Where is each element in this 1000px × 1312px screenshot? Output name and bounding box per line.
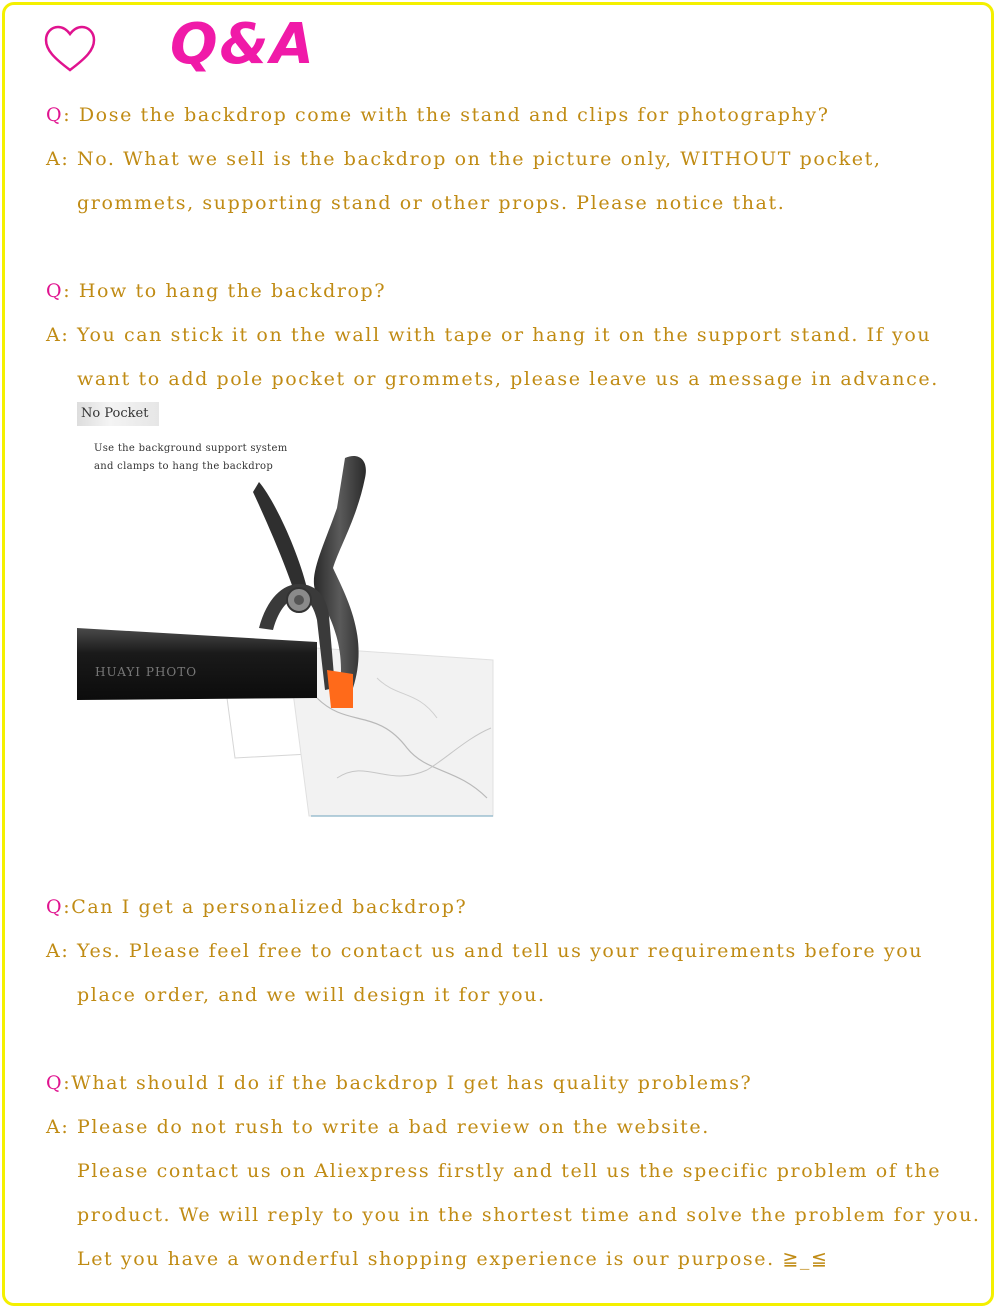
answer-2-line-1: [46, 324, 931, 346]
pole-brand-text: HUAYI PHOTO: [95, 665, 198, 679]
page-title: Q&A: [170, 12, 316, 77]
answer-1-line-2: grommets, supporting stand or other props. Please notice that.: [77, 192, 786, 214]
question-label: Q: [46, 896, 64, 918]
answer-text: : Please do not rush to write a bad review on the website.: [61, 1116, 710, 1138]
question-text: How to hang the backdrop?: [78, 280, 387, 302]
question-text: What should I do if the backdrop I get has quality problems?: [71, 1072, 753, 1094]
heart-icon: [44, 24, 96, 76]
question-label: Q: [46, 104, 64, 126]
answer-4-line-1: [46, 1116, 710, 1138]
answer-label: A: [46, 1116, 62, 1138]
question-1: [46, 104, 830, 126]
answer-2-line-2: want to add pole pocket or grommets, please leave us a message in advance.: [77, 368, 939, 390]
illustration-caption-line-2: and clamps to hang the backdrop: [94, 461, 274, 472]
answer-4-line-3: product. We will reply to you in the shortest time and solve the problem for you.: [77, 1204, 981, 1226]
answer-text: : Yes. Please feel free to contact us and tell us your requirements before you: [61, 940, 924, 962]
answer-text: : You can stick it on the wall with tape or hang it on the support stand. If you: [61, 324, 932, 346]
question-3: [46, 896, 467, 918]
no-pocket-tag: No Pocket: [77, 402, 159, 426]
question-text: Can I get a personalized backdrop?: [71, 896, 468, 918]
answer-4-line-4: Let you have a wonderful shopping experience is our purpose. ≧_≦: [77, 1248, 829, 1270]
question-separator: :: [63, 1072, 72, 1094]
question-separator: :: [63, 896, 72, 918]
question-2: [46, 280, 386, 302]
illustration-caption-line-1: Use the background support system: [94, 443, 288, 454]
answer-label: A: [46, 148, 62, 170]
question-label: Q: [46, 280, 64, 302]
answer-text: : No. What we sell is the backdrop on the picture only, WITHOUT pocket,: [61, 148, 882, 170]
question-text: Dose the backdrop come with the stand and clips for photography?: [78, 104, 830, 126]
question-label: Q: [46, 1072, 64, 1094]
question-4: [46, 1072, 752, 1094]
question-separator: :: [63, 280, 79, 302]
answer-3-line-2: place order, and we will design it for you.: [77, 984, 546, 1006]
answer-label: A: [46, 324, 62, 346]
answer-label: A: [46, 940, 62, 962]
answer-1-line-1: [46, 148, 882, 170]
answer-3-line-1: [46, 940, 923, 962]
answer-4-line-2: Please contact us on Aliexpress firstly and tell us the specific problem of the: [77, 1160, 942, 1182]
question-separator: :: [63, 104, 79, 126]
